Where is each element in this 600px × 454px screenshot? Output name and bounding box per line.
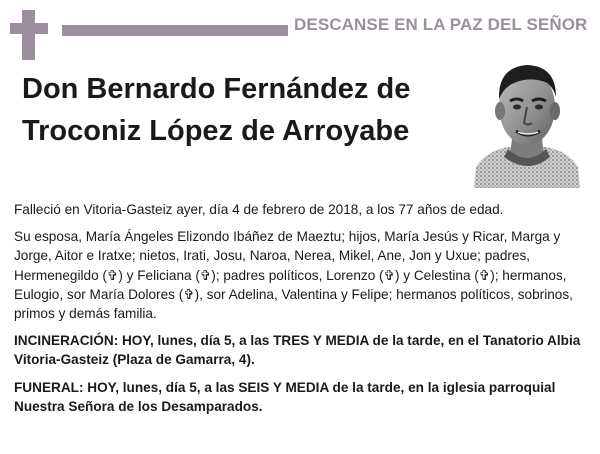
deceased-name-line2: Troconiz López de Arroyabe	[22, 115, 410, 147]
cross-icon	[22, 10, 35, 60]
header-caption: DESCANSE EN LA PAZ DEL SEÑOR	[294, 15, 588, 34]
portrait-photo-icon	[472, 55, 580, 188]
deceased-name-line1: Don Bernardo Fernández de	[22, 73, 411, 105]
death-notice: Falleció en Vitoria-Gasteiz ayer, día 4 de febrero de 2018, a los 77 años de edad.	[14, 202, 504, 217]
funeral-info: FUNERAL: HOY, lunes, día 5, a las SEIS Y MEDIA de la tarde, en la iglesia parroquial Nuestra Señora de los Desamparados.	[14, 379, 556, 414]
family-list: Su esposa, María Ángeles Elizondo Ibáñez de Maeztu; hijos, María Jesús y Ricar, Marga y Jorge, Aitor e Iratxe; nietos, Irati, Josu, Naroa, Nerea, Mikel, Ane, Jon y Uxue; padres, Hermenegildo (✞) y Feliciana (✞); padres políticos, Lorenzo (✞) y Celestina (✞); hermanos, Eulogio, sor María Dolores (✞), sor Adelina, Valentina y Felipe; hermanos políticos, sobrinos, primos y demás familia.	[14, 229, 573, 322]
header-rule	[62, 25, 288, 36]
portrait-photo	[472, 55, 580, 188]
cross-icon-arm	[10, 23, 48, 34]
notice-body	[14, 200, 586, 424]
cremation-info: INCINERACIÓN: HOY, lunes, día 5, a las TRES Y MEDIA de la tarde, en el Tanatorio Albia Vitoria-Gasteiz (Plaza de Gamarra, 4).	[14, 333, 581, 368]
header-bar	[0, 0, 600, 60]
deceased-name	[22, 68, 462, 152]
